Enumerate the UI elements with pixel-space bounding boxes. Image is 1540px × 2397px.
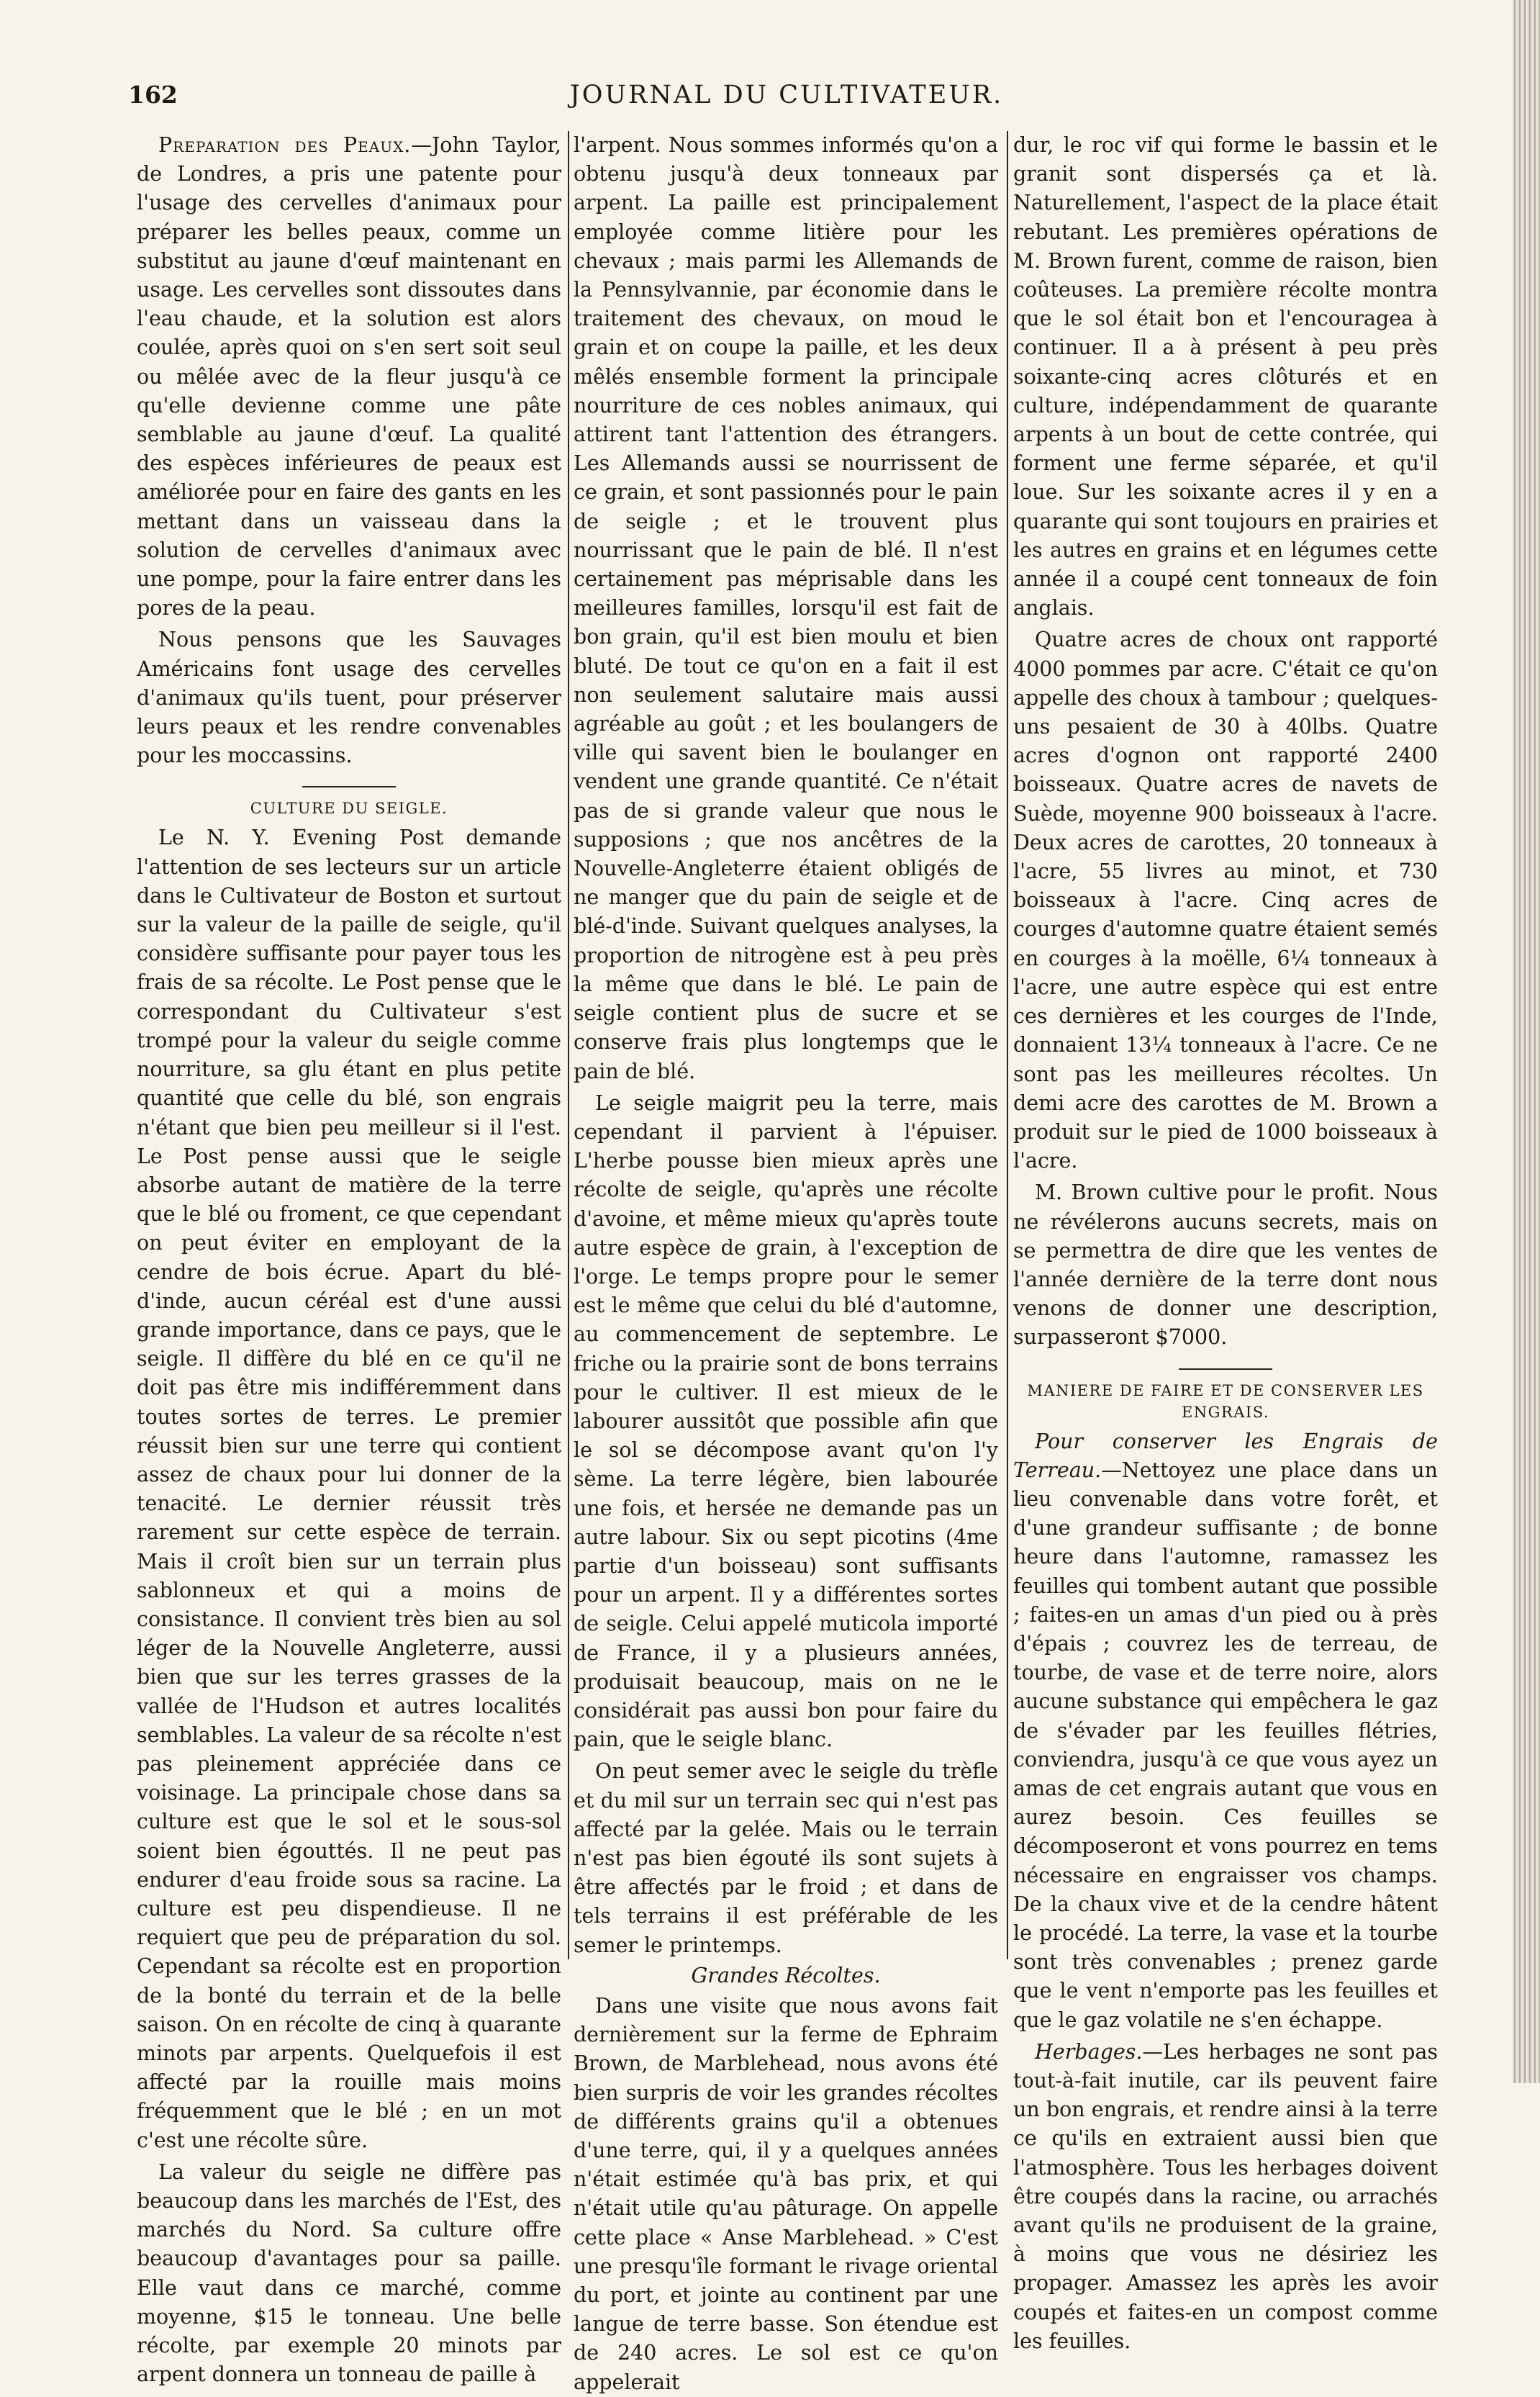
article-peaux — [137, 131, 561, 623]
column-1 — [137, 131, 561, 2389]
section-title-seigle: CULTURE DU SEIGLE. — [250, 800, 448, 818]
section-title-engrais: MANIERE DE FAIRE ET DE CONSERVER LES ENGRAIS. — [1027, 1381, 1424, 1421]
paragraph: Dans une visite que nous avons fait dernièrement sur la ferme de Ephraim Brown, de Marblehead, nous avons été bien surpris de voir les grandes récoltes de différents grains qu'il a obtenues d'une terre, qui, il y a quelques années n'était estimée qu'à bas prix, et qui n'était utile qu'au pâturage. On appelle cette place « Anse Marblehead. » C'est une presqu'île formant le rivage oriental du port, et jointe au continent par une langue de terre basse. Son étendue est de 240 acres. Le sol est ce qu'on appelerait — [574, 1994, 998, 2394]
journal-title: JOURNAL DU CULTIVATEUR. — [569, 81, 1004, 109]
article-peaux-heading: Preparation des Peaux. — [158, 133, 412, 157]
article-terreau-text: —Nettoyez une place dans un lieu convenable dans votre forêt, et d'une grandeur suffisante ; de bonne heure dans l'automne, ramassez les feuilles qui tombent autant que possible ; faites-en un amas d'un pied ou à près d'épais ; couvrez les de terreau, de tourbe, de vase et de terre noire, alors aucune substance qui empêchera le gaz de s'évader par les feuilles flétries, conviendra, jusqu'à ce que vous ayez un amas de cet engrais autant que vous en aurez besoin. Ces feuilles se décomposeront et vons pourrez en tems nécessaire en engraisser vos champs. De la chaux vive et de la cendre hâtent le procédé. La terre, la vase et la tourbe sont très convenables ; prenez garde que le vent n'emporte pas les feuilles et que le gaz volatile ne s'en échappe. — [1013, 1458, 1438, 2032]
article-terreau — [1013, 1427, 1438, 2035]
article-herbages — [1013, 2038, 1438, 2356]
page-header — [128, 81, 1445, 117]
article-peaux-text: —John Taylor, de Londres, a pris une patente pour l'usage des cervelles d'animaux pour préparer les belles peaux, comme un substitut au jaune d'œuf maintenant en usage. Les cervelles sont dissoutes dans l'eau chaude, et la solution est alors coulée, après quoi on s'en sert soit seul ou mêlée avec de la fleur jusqu'à ce qu'elle devienne comme une pâte semblable au jaune d'œuf. La qualité des espèces inférieures de peaux est améliorée pour en faire des gants en les mettant dans un vaisseau dans la solution de cervelles d'animaux avec une pompe, pour la faire entrer dans les pores de la peau. — [137, 133, 561, 620]
column-divider-2 — [1007, 131, 1008, 1959]
page-number: 162 — [128, 81, 178, 109]
subheading-grandes-recoltes: Grandes Récoltes. — [691, 1963, 881, 1987]
paragraph: Quatre acres de choux ont rapporté 4000 pommes par acre. C'était ce qu'on appelle des choux à tambour ; quelques-uns pesaient de 30 à 40lbs. Quatre acres d'ognon ont rapporté 2400 boisseaux. Quatre acres de navets de Suède, moyenne 900 boisseaux à l'acre. Deux acres de carottes, 20 tonneaux à l'acre, 55 livres au minot, et 730 boisseaux à l'acre. Cinq acres de courges d'automne quatre étaient semés en courges à la moëlle, 6¼ tonneaux à l'acre, une autre espèce qui est entre ces dernières et les courges de l'Inde, donnaient 13¼ tonneaux à l'acre. Ce ne sont pas les meilleures récoltes. Un demi acre des carottes de M. Brown a produit sur le pied de 1000 boisseaux à l'acre. — [1013, 628, 1438, 1173]
paragraph: dur, le roc vif qui forme le bassin et le granit sont dispersés ça et là. Naturellement, l'aspect de la place était rebutant. Les premières opérations de M. Brown furent, comme de raison, bien coûteuses. La première récolte montra que le sol était bon et l'encouragea à continuer. Il a à présent à peu près soixante-cinq acres clôturés et en culture, indépendamment de quarante arpents à un bout de cette contrée, qui forment une ferme séparée, et qu'il loue. Sur les soixante acres il y en a quarante qui sont toujours en prairies et les autres en grains et en légumes cette année il a coupé cent tonneaux de foin anglais. — [1013, 133, 1438, 620]
section-divider — [1179, 1368, 1272, 1370]
paragraph: M. Brown cultive pour le profit. Nous ne révélerons aucuns secrets, mais on se permettra de dire que les ventes de l'année dernière de la terre dont nous venons de donner une description, surpasseront $7000. — [1013, 1181, 1438, 1350]
article-herbages-text: —Les herbages ne sont pas tout-à-fait inutile, car ils peuvent faire un bon engrais, et rendre ainsi à la terre ce qu'ils en extraient aussi bien que l'atmosphère. Tous les herbages doivent être coupés dans la racine, ou arrachés avant qu'ils ne produisent de la graine, à moins que vous ne désiriez les propager. Amassez les après les avoir coupés et faites-en un compost comme les feuilles. — [1013, 2039, 1438, 2353]
section-divider — [302, 786, 396, 787]
article-terreau-heading: Pour conserver les Engrais de Terreau. — [1013, 1429, 1438, 1482]
paragraph: Le N. Y. Evening Post demande l'attention de ses lecteurs sur un article dans le Cultivateur de Boston et surtout sur la valeur de la paille de seigle, qu'il considère suffisante pour payer tous les frais de sa récolte. Le Post pense que le correspondant du Cultivateur s'est trompé pour la valeur du seigle comme nourriture, sa glu étant en plus petite quantité que celle du blé, son engrais n'étant que bien peu meilleur si il l'est. Le Post pense aussi que le seigle absorbe autant de matière de la terre que le blé ou froment, ce que cependant on peut éviter en employant de la cendre de bois écrue. Apart du blé-d'inde, aucun céréal est d'une aussi grande importance, dans ce pays, que le seigle. Il diffère du blé en ce qu'il ne doit pas être mis indifféremment dans toutes sortes de terres. Le premier réussit bien sur une terre qui contient assez de chaux pour lui donner de la tenacité. Le dernier réussit très rarement sur cette espèce de terrain. Mais il croît bien sur un terrain plus sablonneux et qui a moins de consistance. Il convient très bien au sol léger de la Nouvelle Angleterre, aussi bien que sur les terres grasses de la vallée de l'Hudson et autres localités semblables. La valeur de sa récolte n'est pas pleinement appréciée dans ce voisinage. La principale chose dans sa culture est que le sol et le sous-sol soient bien égouttés. Il ne peut pas endurer d'eau froide sous sa racine. La culture est peu dispendieuse. Il ne requiert que peu de préparation du sol. Cependant sa récolte est en proportion de la bonté du terrain et de la belle saison. On en récolte de cinq à quarante minots par arpents. Quelquefois il est affecté par la rouille mais moins fréquemment que le blé ; en un mot c'est une récolte sûre. — [137, 826, 561, 2152]
article-herbages-heading: Herbages. — [1035, 2039, 1143, 2064]
paragraph: Le seigle maigrit peu la terre, mais cependant il parvient à l'épuiser. L'herbe pousse bien mieux après une récolte de seigle, qu'après une récolte d'avoine, et même mieux qu'après toute autre espèce de grain, à l'exception de l'orge. Le temps propre pour le semer est le même que celui du blé d'automne, au commencement de septembre. Le friche ou la prairie sont de bons terrains pour le cultiver. Il est mieux de le labourer aussitôt que possible afin que le sol se décompose avant qu'on l'y sème. La terre légère, bien labourée une fois, et hersée ne demande pas un autre labour. Six ou sept picotins (4me partie d'un boisseau) sont suffisants pour un arpent. Il y a différentes sortes de seigle. Celui appelé muticola importé de France, il y a plusieurs années, produisait beaucoup, mais on ne le considérait pas aussi bon pour faire du pain, que le seigle blanc. — [574, 1091, 998, 1752]
paragraph: l'arpent. Nous sommes informés qu'on a obtenu jusqu'à deux tonneaux par arpent. La paille est principalement employée comme litière pour les chevaux ; mais parmi les Allemands de la Pennsylvannie, par économie dans le traitement des chevaux, on moud le grain et on coupe la paille, et les deux mêlés ensemble forment la principale nourriture de ces nobles animaux, qui attirent tant l'attention des étrangers. Les Allemands aussi se nourrissent de ce grain, et sont passionnés pour le pain de seigle ; et le trouvent plus nourrissant que le pain de blé. Il n'est certainement pas méprisable dans les meilleures familles, lorsqu'il est fait de bon grain, qu'il est bien moulu et bien bluté. De tout ce qu'on en a fait il est non seulement salutaire mais aussi agréable au goût ; et les boulangers de ville qui savent bien le boulanger en vendent une grande quantité. Ce n'était pas de si grande valeur que nous le supposions ; que nos ancêtres de la Nouvelle-Angleterre étaient obligés de ne manger que du pain de seigle et de blé-d'inde. Suivant quelques analyses, la proportion de nitrogène est à peu près la même que dans le blé. Le pain de seigle contient plus de sucre et se conserve frais plus longtemps que le pain de blé. — [574, 133, 998, 1083]
column-2 — [574, 131, 998, 2397]
page-binding-edge — [1513, 0, 1540, 2083]
column-divider-1 — [568, 131, 569, 1959]
column-3 — [1013, 131, 1438, 2356]
paragraph: On peut semer avec le seigle du trèfle et du mil sur un terrain sec qui n'est pas affecté par la gelée. Mais ou le terrain n'est pas bien égouté ils sont sujets à être affectés par le froid ; et dans de tels terrains il est préférable de les semer le printemps. — [574, 1759, 998, 1957]
paragraph: Nous pensons que les Sauvages Américains font usage des cervelles d'animaux qu'ils tuent, pour préserver leurs peaux et les rendre convenables pour les moccassins. — [137, 628, 561, 768]
paragraph: La valeur du seigle ne diffère pas beaucoup dans les marchés de l'Est, des marchés du Nord. Sa culture offre beaucoup d'avantages pour sa paille. Elle vaut dans ce marché, comme moyenne, $15 le tonneau. Une belle récolte, par exemple 20 minots par arpent donnera un tonneau de paille à — [137, 2159, 561, 2387]
